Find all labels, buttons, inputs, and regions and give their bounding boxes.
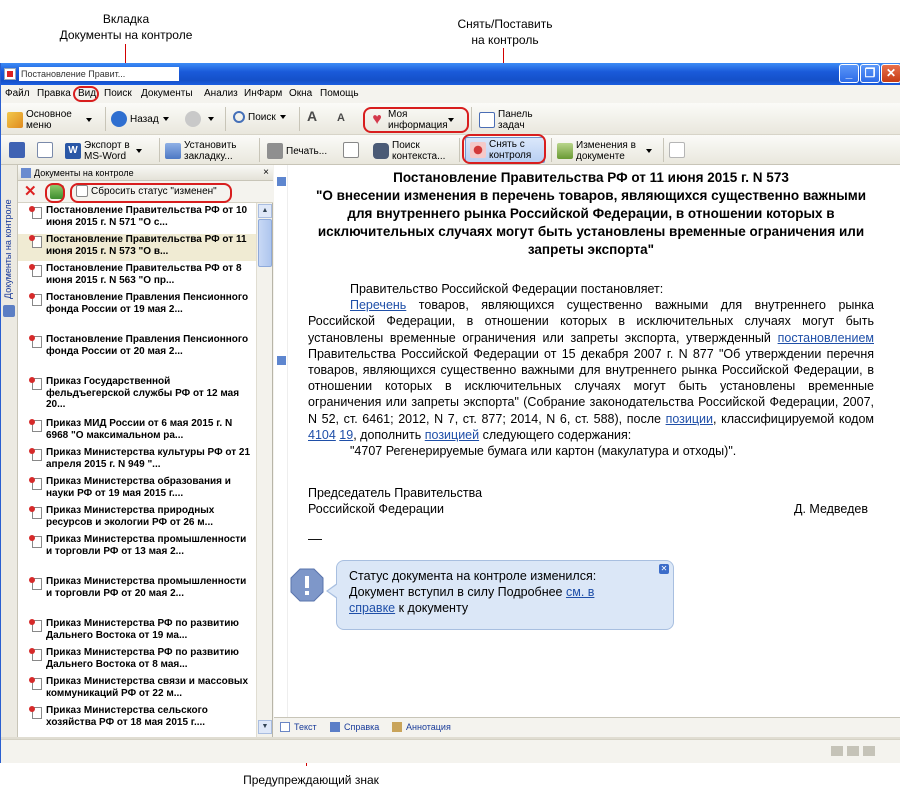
decrease-font-button[interactable]: [337, 113, 345, 124]
print-button[interactable]: Печать...: [267, 143, 327, 159]
menu-analysis[interactable]: Анализ: [204, 88, 238, 99]
menu-documents[interactable]: Документы: [141, 88, 193, 99]
word-icon: W: [65, 143, 81, 159]
scroll-down-icon[interactable]: ▼: [258, 720, 272, 734]
chevron-down-icon: [208, 117, 214, 121]
list-item[interactable]: Постановление Правления Пенсионного фонда России от 19 мая 2...: [18, 292, 256, 330]
close-button[interactable]: ✕: [881, 64, 900, 83]
document-subtitle: "О внесении изменения в перечень товаров, являющихся существенно важными для внутреннего рынка Российской Федерации, в отношении которых в исключительных случаях могут быть установлены временные ограничения или запреты экспорта": [315, 188, 867, 257]
chevron-down-icon: [448, 118, 454, 122]
menu-search[interactable]: Поиск: [104, 88, 132, 99]
list-item[interactable]: Приказ Министерства сельского хозяйства РФ от 18 мая 2015 г....: [18, 705, 256, 732]
preview-button[interactable]: [343, 142, 362, 158]
signature-block: Председатель Правительства: [308, 486, 483, 501]
forward-arrow-icon: [185, 111, 201, 127]
help-link-continued[interactable]: справке: [349, 601, 396, 615]
reset-status-button[interactable]: Сбросить статус "изменен": [76, 185, 217, 197]
link-postanovleniem[interactable]: постановлением: [777, 330, 874, 345]
link-perechen[interactable]: Перечень: [350, 298, 407, 313]
signatory-name: Д. Медведев: [794, 502, 868, 517]
list-scrollbar[interactable]: [256, 203, 272, 737]
margin-marker-icon: [277, 356, 286, 365]
status-notification-bubble: ✕ Статус документа на контроле изменился: Документ вступил в силу Подробнее см. в справке к документу: [336, 560, 674, 630]
tab-annotation[interactable]: Аннотация: [392, 722, 451, 732]
document-icon: [32, 678, 42, 690]
footnote-dash: —: [308, 529, 322, 546]
page-icon: [669, 142, 685, 158]
document-intro: Правительство Российской Федерации постановляет:: [350, 282, 664, 296]
heart-icon: ♥: [372, 111, 382, 128]
vertical-tab-documents-on-control[interactable]: Документы на контроле: [1, 165, 18, 737]
panel-header-icon: [21, 168, 31, 178]
document-text: Постановление Правительства РФ от 11 июня 2015 г. N 573 "О внесении изменения в перечень товаров, являющихся существенно важными для внутреннего рынка Российской Федерации, в отношении которых в исключительных случаях могут быть установлены временные ограничения или запреты экспорта" Правительство Российской Федерации постановляет: Перечень товаров, являющихся существенно важными для внутреннего рынка Российской Федерации, в отношении которых в исключительных случаях могут быть установлены временные ограничения или запреты экспорта, утвержденный постановлением Правительства Российской Федерации от 15 декабря 2007 г. N 877 "Об утверждении перечня товаров, являющихся существенно важными для внутреннего рынка Российской Федерации, в отношении которых в исключительных случаях могут быть установлены временные ограничения или запреты экспорта" (Собрание законодательства Российской Федерации, 2007, N 52, ст. 6461; 2012, N 7, ст. 877; 2014, N 6, ст. 588), после позиции, классифицируемой кодом 4104 19, дополнить позицией следующего содержания: "4707 Регенерируемые бумага или картон (макулатура и отходы)". Председатель Правительства Российской Федерации Д. Медведев —: [308, 170, 874, 546]
chevron-down-icon: [136, 149, 142, 153]
list-item[interactable]: Приказ МИД России от 6 мая 2015 г. N 6968 "О максимальном ра...: [18, 418, 256, 445]
callout-documents-on-control-tab: Вкладка Документы на контроле: [59, 12, 193, 42]
application-window: [0, 63, 900, 763]
tasks-panel-button[interactable]: Панель задач: [479, 109, 538, 131]
maximize-button[interactable]: ❐: [860, 64, 880, 83]
close-icon[interactable]: ✕: [660, 564, 668, 573]
menu-bar: [1, 85, 900, 103]
callout-warning-sign: Предупреждающий знак: [243, 773, 379, 787]
document-icon: [32, 336, 42, 348]
reset-status-icon: [76, 185, 88, 197]
tab-text[interactable]: Текст: [280, 722, 317, 732]
list-item[interactable]: Приказ Министерства промышленности и торговли РФ от 13 мая 2...: [18, 534, 256, 572]
panel-toolbar: [18, 181, 273, 203]
document-paragraph: Перечень товаров, являющихся существенно важными для внутреннего рынка Российской Федерации, в отношении которых в исключительных случаях могут быть установлены временные ограничения или запреты экспорта, утвержденный постановлением Правительства Российской Федерации от 15 декабря 2007 г. N 877 "Об утверждении перечня товаров, являющихся существенно важными для внутреннего рынка Российской Федерации, в отношении которых в исключительных случаях могут быть установлены временные ограничения или запреты экспорта" (Собрание законодательства Российской Федерации, 2007, N 52, ст. 6461; 2012, N 7, ст. 877; 2014, N 6, ст. 588), после позиции, классифицируемой кодом 4104 19, дополнить позицией следующего содержания:: [308, 298, 874, 442]
documents-on-control-panel: [1, 165, 273, 737]
export-word-button[interactable]: W Экспорт в MS-Word: [65, 140, 142, 162]
refresh-icon[interactable]: [50, 185, 64, 199]
save-icon: [9, 142, 25, 158]
document-icon: [32, 478, 42, 490]
chevron-down-icon: [280, 115, 286, 119]
mail-button[interactable]: [37, 142, 56, 158]
main-toolbar: [1, 103, 900, 135]
document-quote: "4707 Регенерируемые бумага или картон (макулатура и отходы)".: [350, 444, 737, 459]
document-view: [274, 165, 900, 737]
document-icon: [32, 378, 42, 390]
warning-icon: [290, 568, 324, 602]
binoculars-icon: [373, 143, 389, 159]
document-icon: [32, 294, 42, 306]
search-icon: [233, 111, 245, 123]
list-item[interactable]: Постановление Правительства РФ от 10 июня 2015 г. N 571 "О с...: [18, 205, 256, 232]
chevron-down-icon: [86, 118, 92, 122]
delete-icon[interactable]: ✕: [24, 183, 37, 200]
increase-font-button[interactable]: [307, 108, 318, 124]
text-tab-icon: [280, 722, 290, 732]
menu-help[interactable]: Помощь: [320, 88, 359, 99]
menu-windows[interactable]: Окна: [289, 88, 313, 99]
tasks-panel-icon: [479, 112, 495, 128]
menu-edit[interactable]: Правка: [37, 88, 71, 99]
status-icon: [831, 746, 843, 756]
minimize-button[interactable]: _: [839, 64, 859, 83]
list-item[interactable]: Приказ Министерства связи и массовых коммуникаций РФ от 22 м...: [18, 676, 256, 703]
list-item[interactable]: Постановление Правительства РФ от 8 июня 2015 г. N 563 "О пр...: [18, 263, 256, 290]
panel-close-icon[interactable]: ×: [263, 167, 269, 178]
document-icon: [32, 265, 42, 277]
window-title: Постановление Правит...: [19, 67, 179, 81]
link-poziciei[interactable]: позицией: [424, 427, 480, 442]
list-item[interactable]: Приказ Министерства образования и науки РФ от 19 мая 2015 г....: [18, 476, 256, 503]
mail-icon: [37, 142, 53, 158]
menu-infarm[interactable]: ИнФарм: [244, 88, 283, 99]
status-icon: [847, 746, 859, 756]
list-item[interactable]: Приказ Министерства РФ по развитию Дальнего Востока от 19 ма...: [18, 618, 256, 645]
callout-remove-control: Снять/Поставить на контроль: [457, 17, 553, 47]
link-pozicii[interactable]: позиции: [665, 411, 714, 426]
document-list: [18, 203, 256, 737]
list-item[interactable]: Приказ Министерства промышленности и торговли РФ от 20 мая 2...: [18, 576, 256, 614]
link-code-4104[interactable]: 4104: [308, 427, 336, 442]
context-search-button[interactable]: Поиск контекста...: [373, 140, 448, 162]
title-bar: [1, 63, 900, 85]
document-icon: [32, 420, 42, 432]
document-icon: [32, 236, 42, 248]
chevron-down-icon: [646, 149, 652, 153]
main-menu-button[interactable]: Основное меню: [7, 109, 103, 131]
panel-header: Документы на контроле ×: [18, 165, 273, 181]
font-increase-icon: A: [307, 108, 318, 124]
help-link[interactable]: см. в: [565, 585, 595, 599]
my-info-button[interactable]: ♥ Моя информация: [369, 109, 467, 131]
document-margin: [274, 165, 288, 717]
document-icon: [32, 207, 42, 219]
status-bar: [1, 739, 900, 763]
document-title: Постановление Правительства РФ от 11 июня 2015 г. N 573: [393, 170, 789, 185]
reference-tab-icon: [330, 722, 340, 732]
document-tabs: [274, 717, 900, 737]
link-code-19[interactable]: 19: [339, 427, 354, 442]
document-icon: [32, 620, 42, 632]
blank-page-button[interactable]: [669, 142, 688, 158]
document-icon: [32, 578, 42, 590]
control-eye-icon: [470, 142, 486, 158]
margin-marker-icon: [277, 177, 286, 186]
set-bookmark-button[interactable]: Установить закладку...: [165, 140, 246, 162]
bookmark-icon: [165, 143, 181, 159]
app-icon: [4, 68, 16, 80]
tab-reference[interactable]: Справка: [330, 722, 379, 732]
forward-button[interactable]: [185, 111, 214, 127]
list-item-selected[interactable]: Постановление Правительства РФ от 11 июня 2015 г. N 573 "О в...: [18, 234, 256, 261]
save-button[interactable]: [9, 142, 28, 158]
annotation-tab-icon: [392, 722, 402, 732]
remove-from-control-button[interactable]: Снять с контроля: [465, 137, 545, 163]
font-decrease-icon: A: [337, 112, 345, 124]
control-tab-icon: [3, 305, 15, 317]
main-menu-icon: [7, 112, 23, 128]
search-button[interactable]: Поиск: [233, 111, 286, 123]
print-icon: [267, 143, 283, 159]
preview-icon: [343, 142, 359, 158]
list-item[interactable]: Приказ Министерства природных ресурсов и экологии РФ от 26 м...: [18, 505, 256, 532]
changes-icon: [557, 143, 573, 159]
document-icon: [32, 449, 42, 461]
back-button[interactable]: Назад: [111, 111, 169, 127]
status-icon: [863, 746, 875, 756]
document-toolbar: [1, 135, 900, 165]
menu-file[interactable]: Файл: [5, 88, 30, 99]
document-icon: [32, 649, 42, 661]
list-item[interactable]: Приказ Министерства культуры РФ от 21 апреля 2015 г. N 949 "...: [18, 447, 256, 474]
document-changes-button[interactable]: Изменения в документе: [557, 140, 652, 162]
chevron-down-icon: [163, 117, 169, 121]
list-item[interactable]: Постановление Правления Пенсионного фонда России от 20 мая 2...: [18, 334, 256, 372]
document-icon: [32, 536, 42, 548]
menu-view[interactable]: Вид: [78, 88, 97, 99]
list-item[interactable]: Приказ Министерства РФ по развитию Дальнего Востока от 8 мая...: [18, 647, 256, 674]
scroll-up-icon[interactable]: ▲: [258, 204, 272, 218]
document-icon: [32, 707, 42, 719]
list-item[interactable]: Приказ Государственной фельдъегерской службы РФ от 12 мая 20...: [18, 376, 256, 414]
document-icon: [32, 507, 42, 519]
scroll-thumb[interactable]: [258, 219, 272, 267]
back-arrow-icon: [111, 111, 127, 127]
